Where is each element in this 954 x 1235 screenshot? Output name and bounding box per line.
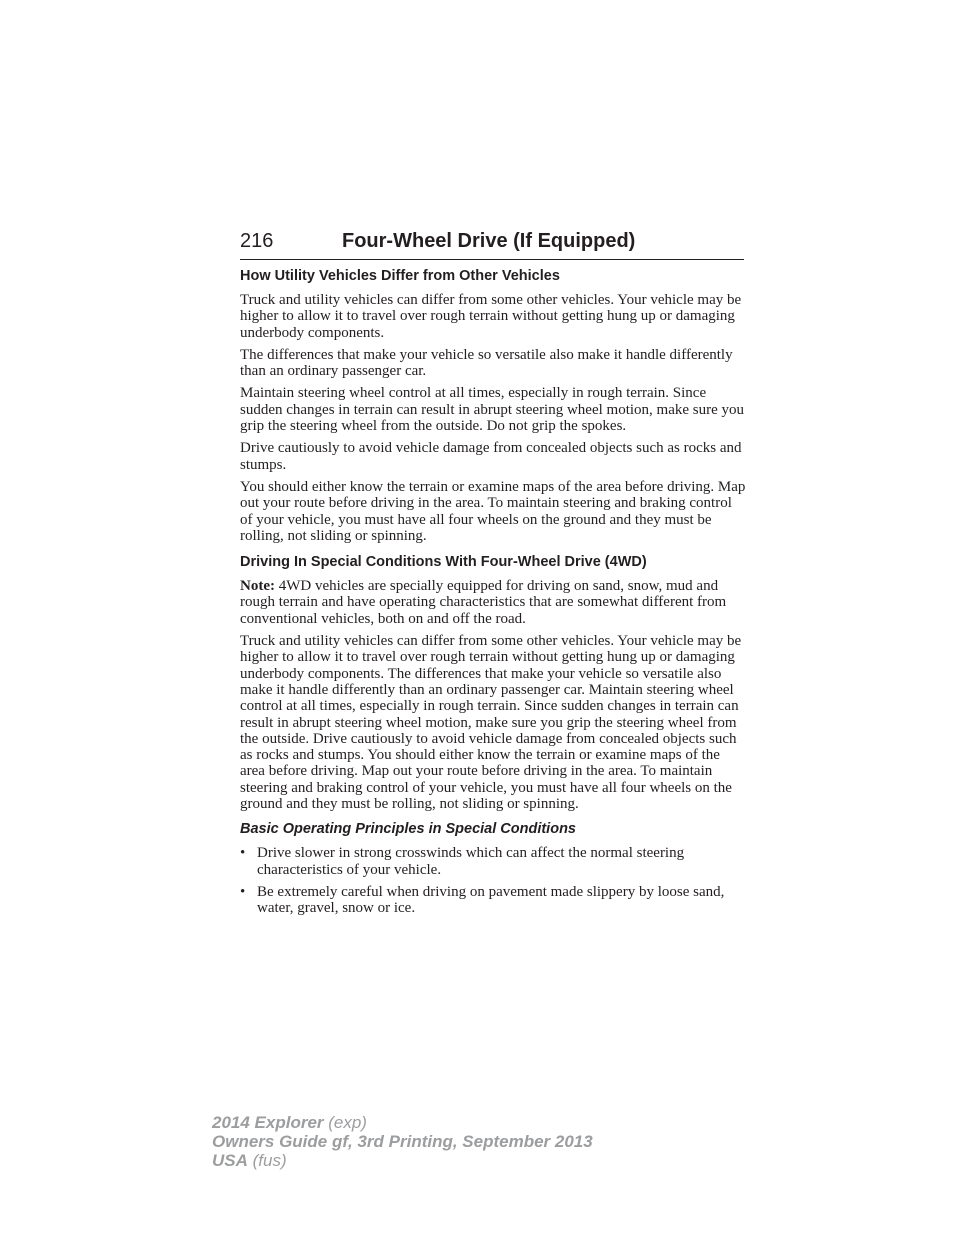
footer-line-market — [212, 1151, 593, 1170]
bullet-icon: • — [240, 845, 246, 862]
footer-model: 2014 Explorer — [212, 1113, 324, 1132]
bullet-icon: • — [240, 883, 246, 900]
footer-line-printing: Owners Guide gf, 3rd Printing, September 2013 — [212, 1132, 593, 1151]
list-item-text: Drive slower in strong crosswinds which can affect the normal steering characteristics of your vehicle. — [257, 845, 685, 878]
note-label: Note: — [240, 578, 275, 595]
list-item — [240, 884, 746, 917]
page-number: 216 — [240, 230, 274, 252]
chapter-title: Four-Wheel Drive (If Equipped) — [342, 230, 636, 252]
paragraph: The differences that make your vehicle so versatile also make it handle differently than an ordinary passenger car. — [240, 346, 733, 380]
page-content — [240, 267, 746, 923]
bullet-list — [240, 845, 746, 916]
paragraph: You should either know the terrain or examine maps of the area before driving. Map out your route before driving in the area. To maintain steering and braking control of your vehicle, you must have all four wheels on the ground and they must be rolling, not sliding or spinning. — [240, 478, 746, 544]
section-heading-utility-vehicles: How Utility Vehicles Differ from Other Vehicles — [240, 268, 560, 284]
document-footer — [212, 1113, 593, 1170]
paragraph: Maintain steering wheel control at all times, especially in rough terrain. Since sudden changes in terrain can result in abrupt steering wheel motion, make sure you grip the steering wheel from the outside. Do not grip the spokes. — [240, 385, 745, 435]
paragraph: Drive cautiously to avoid vehicle damage from concealed objects such as rocks and stumps. — [240, 440, 742, 473]
subsection-heading-basic-principles: Basic Operating Principles in Special Conditions — [240, 821, 576, 838]
paragraph: Truck and utility vehicles can differ from some other vehicles. Your vehicle may be higher to allow it to travel over rough terrain without getting hung up or damaging underbody components. The differences that make your vehicle so versatile also make it handle differently than an ordinary passenger car. Maintain steering wheel control at all times, especially in rough terrain. Since sudden changes in terrain can result in abrupt steering wheel motion, make sure you grip the steering wheel from the outside. Drive cautiously to avoid vehicle damage from concealed objects such as rocks and stumps. You should either know the terrain or examine maps of the area before driving. Map out your route before driving in the area. To maintain steering and braking control of your vehicle, you must have all four wheels on the ground and they must be rolling, not sliding or spinning. — [240, 633, 742, 813]
paragraph: Truck and utility vehicles can differ from some other vehicles. Your vehicle may be higher to allow it to travel over rough terrain without getting hung up or damaging underbody components. — [240, 292, 742, 341]
list-item-text: Be extremely careful when driving on pavement made slippery by loose sand, water, gravel, snow or ice. — [257, 883, 725, 917]
page-header — [240, 228, 744, 260]
footer-line-model — [212, 1113, 593, 1132]
section-heading-special-conditions-4wd: Driving In Special Conditions With Four-Wheel Drive (4WD) — [240, 554, 647, 571]
footer-model-code: (exp) — [323, 1113, 367, 1132]
note-paragraph — [240, 578, 746, 627]
footer-market-code: (fus) — [247, 1151, 287, 1170]
footer-market: USA — [212, 1151, 248, 1170]
list-item — [240, 845, 746, 878]
note-text: 4WD vehicles are specially equipped for driving on sand, snow, mud and rough terrain and have operating characteristics that are somewhat different from conventional vehicles, both on and off the road. — [240, 578, 727, 627]
